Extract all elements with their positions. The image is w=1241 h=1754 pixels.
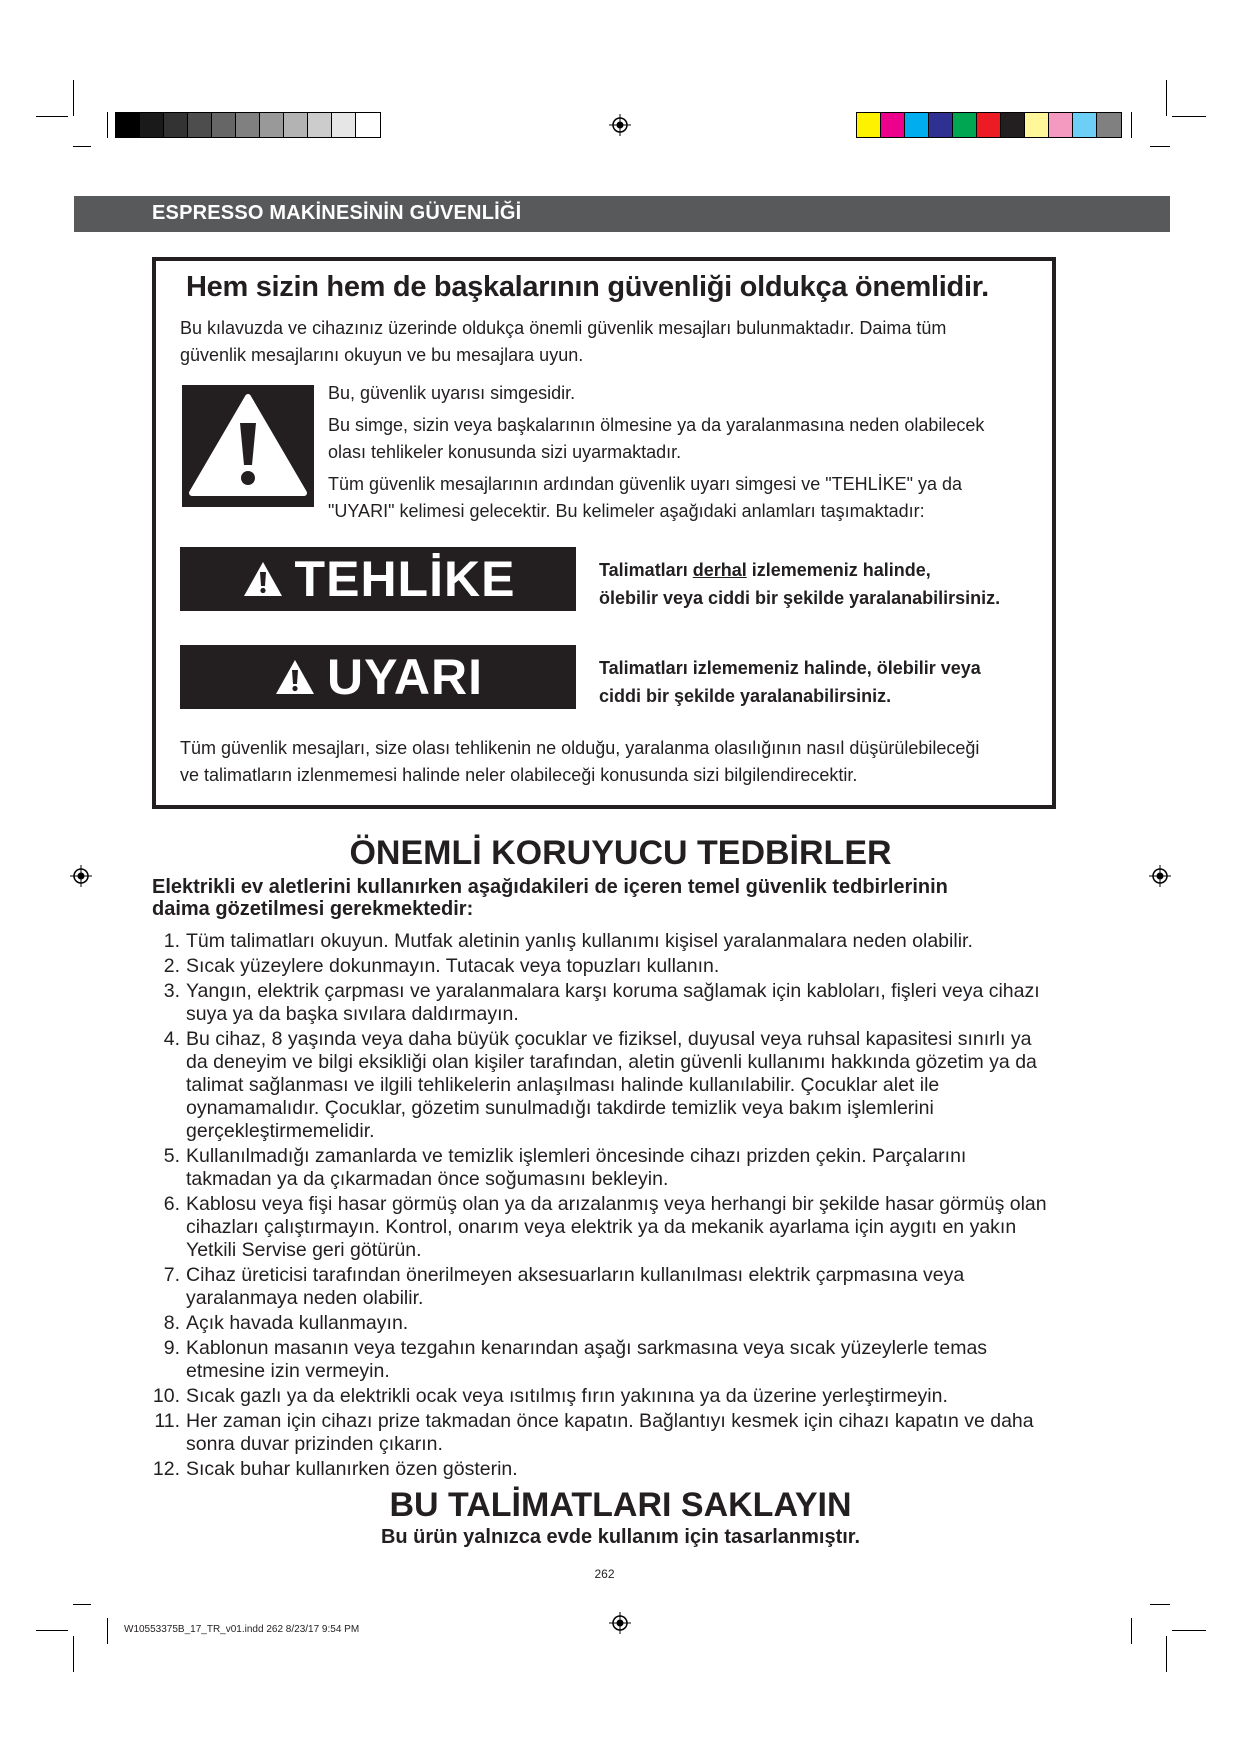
list-item-number: 7. (163, 1264, 180, 1286)
safeguards-intro-line: Elektrikli ev aletlerini kullanırken aşağıdakileri de içeren temel güvenlik tedbirlerinin (152, 876, 948, 898)
closing-line: Tüm güvenlik mesajları, size olası tehlikenin ne olduğu, yaralanma olasılığının nasıl düşürülebileceği (180, 738, 980, 758)
color-swatch (1049, 113, 1073, 137)
list-item (150, 930, 1050, 953)
crop-mark (73, 146, 91, 147)
gray-swatch (212, 113, 236, 137)
list-item-text: Cihaz üreticisi tarafından önerilmeyen aksesuarların kullanılması elektrik çarpmasına veya yaralanmaya neden olabilir. (186, 1264, 965, 1309)
file-slug: W10553375B_17_TR_v01.indd 262 8/23/17 9:54 PM (124, 1624, 360, 1635)
list-item (150, 1145, 1050, 1191)
crop-mark (1150, 1604, 1170, 1605)
list-item-text: Her zaman için cihazı prize takmadan önce kapatın. Bağlantıyı kesmek için cihazı kapatın ve daha sonra duvar prizinden çıkarın. (186, 1410, 1034, 1455)
list-item-text: Sıcak gazlı ya da elektrikli ocak veya ısıtılmış fırın yakınına ya da üzerine yerleştirmeyin. (186, 1385, 948, 1407)
list-item (150, 980, 1050, 1026)
gray-swatch (284, 113, 308, 137)
crop-mark (107, 112, 108, 138)
warning-desc-text: Talimatları izlememeniz halinde, ölebilir veya (599, 658, 981, 678)
crop-mark (1172, 1630, 1206, 1631)
list-item (150, 1028, 1050, 1143)
safeguards-intro-line: daima gözetilmesi gerekmektedir: (152, 898, 474, 920)
registration-mark-icon (609, 1612, 631, 1634)
crop-mark (1166, 1636, 1167, 1672)
safety-intro-line: Bu kılavuzda ve cihazınız üzerinde oldukça önemli güvenlik mesajları bulunmaktadır. Daima tüm (180, 318, 947, 338)
gray-swatch (236, 113, 260, 137)
gray-swatch (116, 113, 140, 137)
safeguards-title: ÖNEMLİ KORUYUCU TEDBİRLER (349, 834, 892, 872)
save-instructions-subtitle: Bu ürün yalnızca evde kullanım için tasarlanmıştır. (380, 1526, 861, 1548)
gray-swatch (140, 113, 164, 137)
safeguards-intro (152, 876, 1052, 920)
signal-words-line: "UYARI" kelimesi gelecektir. Bu kelimeler aşağıdaki anlamları taşımaktadır: (328, 501, 925, 521)
warning-desc-text: ciddi bir şekilde yaralanabilirsiniz. (599, 686, 892, 706)
list-item-text: Sıcak yüzeylere dokunmayın. Tutacak veya topuzları kullanın. (186, 955, 720, 977)
list-item-number: 3. (163, 980, 180, 1002)
danger-signal-panel (180, 547, 576, 611)
list-item-number: 5. (163, 1145, 180, 1167)
crop-mark (73, 80, 74, 116)
safety-alert-symbol (182, 385, 314, 507)
list-item (150, 1312, 1050, 1335)
warning-triangle-icon (182, 385, 314, 507)
list-item-number: 8. (163, 1312, 180, 1334)
crop-mark (1131, 112, 1132, 138)
list-item-number: 4. (163, 1028, 180, 1050)
process-color-bar (856, 112, 1122, 138)
gray-swatch (308, 113, 332, 137)
gray-swatch (164, 113, 188, 137)
list-item-text: Sıcak buhar kullanırken özen gösterin. (186, 1458, 518, 1480)
safeguards-list (150, 930, 1050, 1483)
danger-desc-text: ölebilir veya ciddi bir şekilde yaralanabilirsiniz. (599, 588, 1001, 608)
list-item-text: Açık havada kullanmayın. (186, 1312, 409, 1334)
signal-words-line: Tüm güvenlik mesajlarının ardından güvenlik uyarı simgesi ve "TEHLİKE" ya da (328, 474, 963, 494)
crop-mark (36, 116, 68, 117)
warning-signal-panel (180, 645, 576, 709)
list-item-number: 10. (152, 1385, 180, 1407)
color-swatch (929, 113, 953, 137)
danger-desc-text: izlememeniz halinde, (746, 560, 931, 580)
color-swatch (1097, 113, 1121, 137)
list-item (150, 1264, 1050, 1310)
color-swatch (953, 113, 977, 137)
gray-swatch (260, 113, 284, 137)
crop-mark (1131, 1618, 1132, 1644)
list-item-text: Kablonun masanın veya tezgahın kenarından aşağı sarkmasına veya sıcak yüzeylerle temas etmesine izin vermeyin. (186, 1337, 988, 1382)
list-item (150, 1193, 1050, 1262)
list-item (150, 1410, 1050, 1456)
crop-mark (1172, 116, 1206, 117)
safety-intro-line: güvenlik mesajlarını okuyun ve bu mesajlara uyun. (180, 345, 584, 365)
list-item-number: 1. (163, 930, 180, 952)
color-swatch (857, 113, 881, 137)
warning-description (599, 654, 981, 710)
crop-mark (1166, 80, 1167, 116)
list-item-text: Yangın, elektrik çarpması ve yaralanmalara karşı koruma sağlamak için kabloları, fişleri veya cihazı suya ya da başka sıvılara daldırmayın. (186, 980, 1040, 1025)
symbol-desc-line: olası tehlikeler konusunda sizi uyarmaktadır. (328, 442, 682, 462)
gray-swatch (356, 113, 380, 137)
color-swatch (1001, 113, 1025, 137)
gray-swatch (188, 113, 212, 137)
list-item-number: 2. (163, 955, 180, 977)
warning-triangle-icon (241, 559, 285, 599)
crop-mark (73, 1636, 74, 1672)
danger-word: TEHLİKE (294, 551, 516, 607)
crop-mark (36, 1630, 68, 1631)
section-header-band (74, 196, 1170, 232)
list-item-text: Bu cihaz, 8 yaşında veya daha büyük çocuklar ve fiziksel, duyusal veya ruhsal kapasitesi sınırlı ya da deneyim ve bilgi eksikliği olan kişiler tarafından, aletin güvenli kullanımı hakkında gözetim ya da talimat sağlanması ve ilgili tehlikelerin anlaşılması halinde kullanılabilir. Çocuklar alet ile oynamamalıdır. Çocuklar, gözetim sunulmadığı takdirde temizlik veya bakım işlemlerini gerçekleştirmemelidir. (186, 1028, 1037, 1142)
list-item (150, 1458, 1050, 1481)
registration-mark-icon (609, 114, 631, 136)
page-number: 262 (594, 1567, 615, 1581)
list-item-text: Tüm talimatları okuyun. Mutfak aletinin yanlış kullanımı kişisel yaralanmalara neden olabilir. (186, 930, 973, 952)
gray-swatch (332, 113, 356, 137)
symbol-desc-line: Bu simge, sizin veya başkalarının ölmesine ya da yaralanmasına neden olabilecek (328, 415, 985, 435)
danger-description (599, 556, 1000, 612)
list-item-number: 9. (163, 1337, 180, 1359)
grayscale-color-bar (115, 112, 381, 138)
closing-line: ve talimatların izlenmemesi halinde neler olabileceği konusunda sizi bilgilendirecektir. (180, 765, 858, 785)
save-instructions-title: BU TALİMATLARI SAKLAYIN (389, 1486, 852, 1524)
list-item (150, 1385, 1050, 1408)
color-swatch (977, 113, 1001, 137)
safety-heading: Hem sizin hem de başkalarının güvenliği oldukça önemlidir. (186, 271, 989, 303)
list-item-number: 12. (152, 1458, 180, 1480)
list-item-number: 11. (154, 1410, 180, 1432)
warning-word: UYARI (327, 649, 483, 705)
crop-mark (1150, 146, 1170, 147)
danger-desc-emphasis: derhal (692, 560, 747, 580)
crop-mark (73, 1604, 91, 1605)
list-item-number: 6. (163, 1193, 180, 1215)
color-swatch (1073, 113, 1097, 137)
list-item-text: Kullanılmadığı zamanlarda ve temizlik işlemleri öncesinde cihazı prizden çekin. Parçalarını takmadan ya da çıkarmadan önce soğumasını bekleyin. (186, 1145, 967, 1190)
crop-mark (107, 1618, 108, 1644)
list-item (150, 1337, 1050, 1383)
color-swatch (1025, 113, 1049, 137)
color-swatch (881, 113, 905, 137)
list-item-text: Kablosu veya fişi hasar görmüş olan ya da arızalanmış veya herhangi bir şekilde hasar görmüş olan cihazları çalıştırmayın. Kontrol, onarım veya elektrik ya da mekanik ayarlama için aygıtı en yakın Yetkili Servise geri götürün. (186, 1193, 1047, 1261)
section-title: ESPRESSO MAKİNESİNİN GÜVENLİĞİ (152, 202, 522, 224)
danger-desc-text: Talimatları (599, 560, 693, 580)
safety-message-box (152, 257, 1056, 809)
color-swatch (905, 113, 929, 137)
symbol-line: Bu, güvenlik uyarısı simgesidir. (328, 383, 576, 403)
warning-triangle-icon (273, 657, 317, 697)
list-item (150, 955, 1050, 978)
